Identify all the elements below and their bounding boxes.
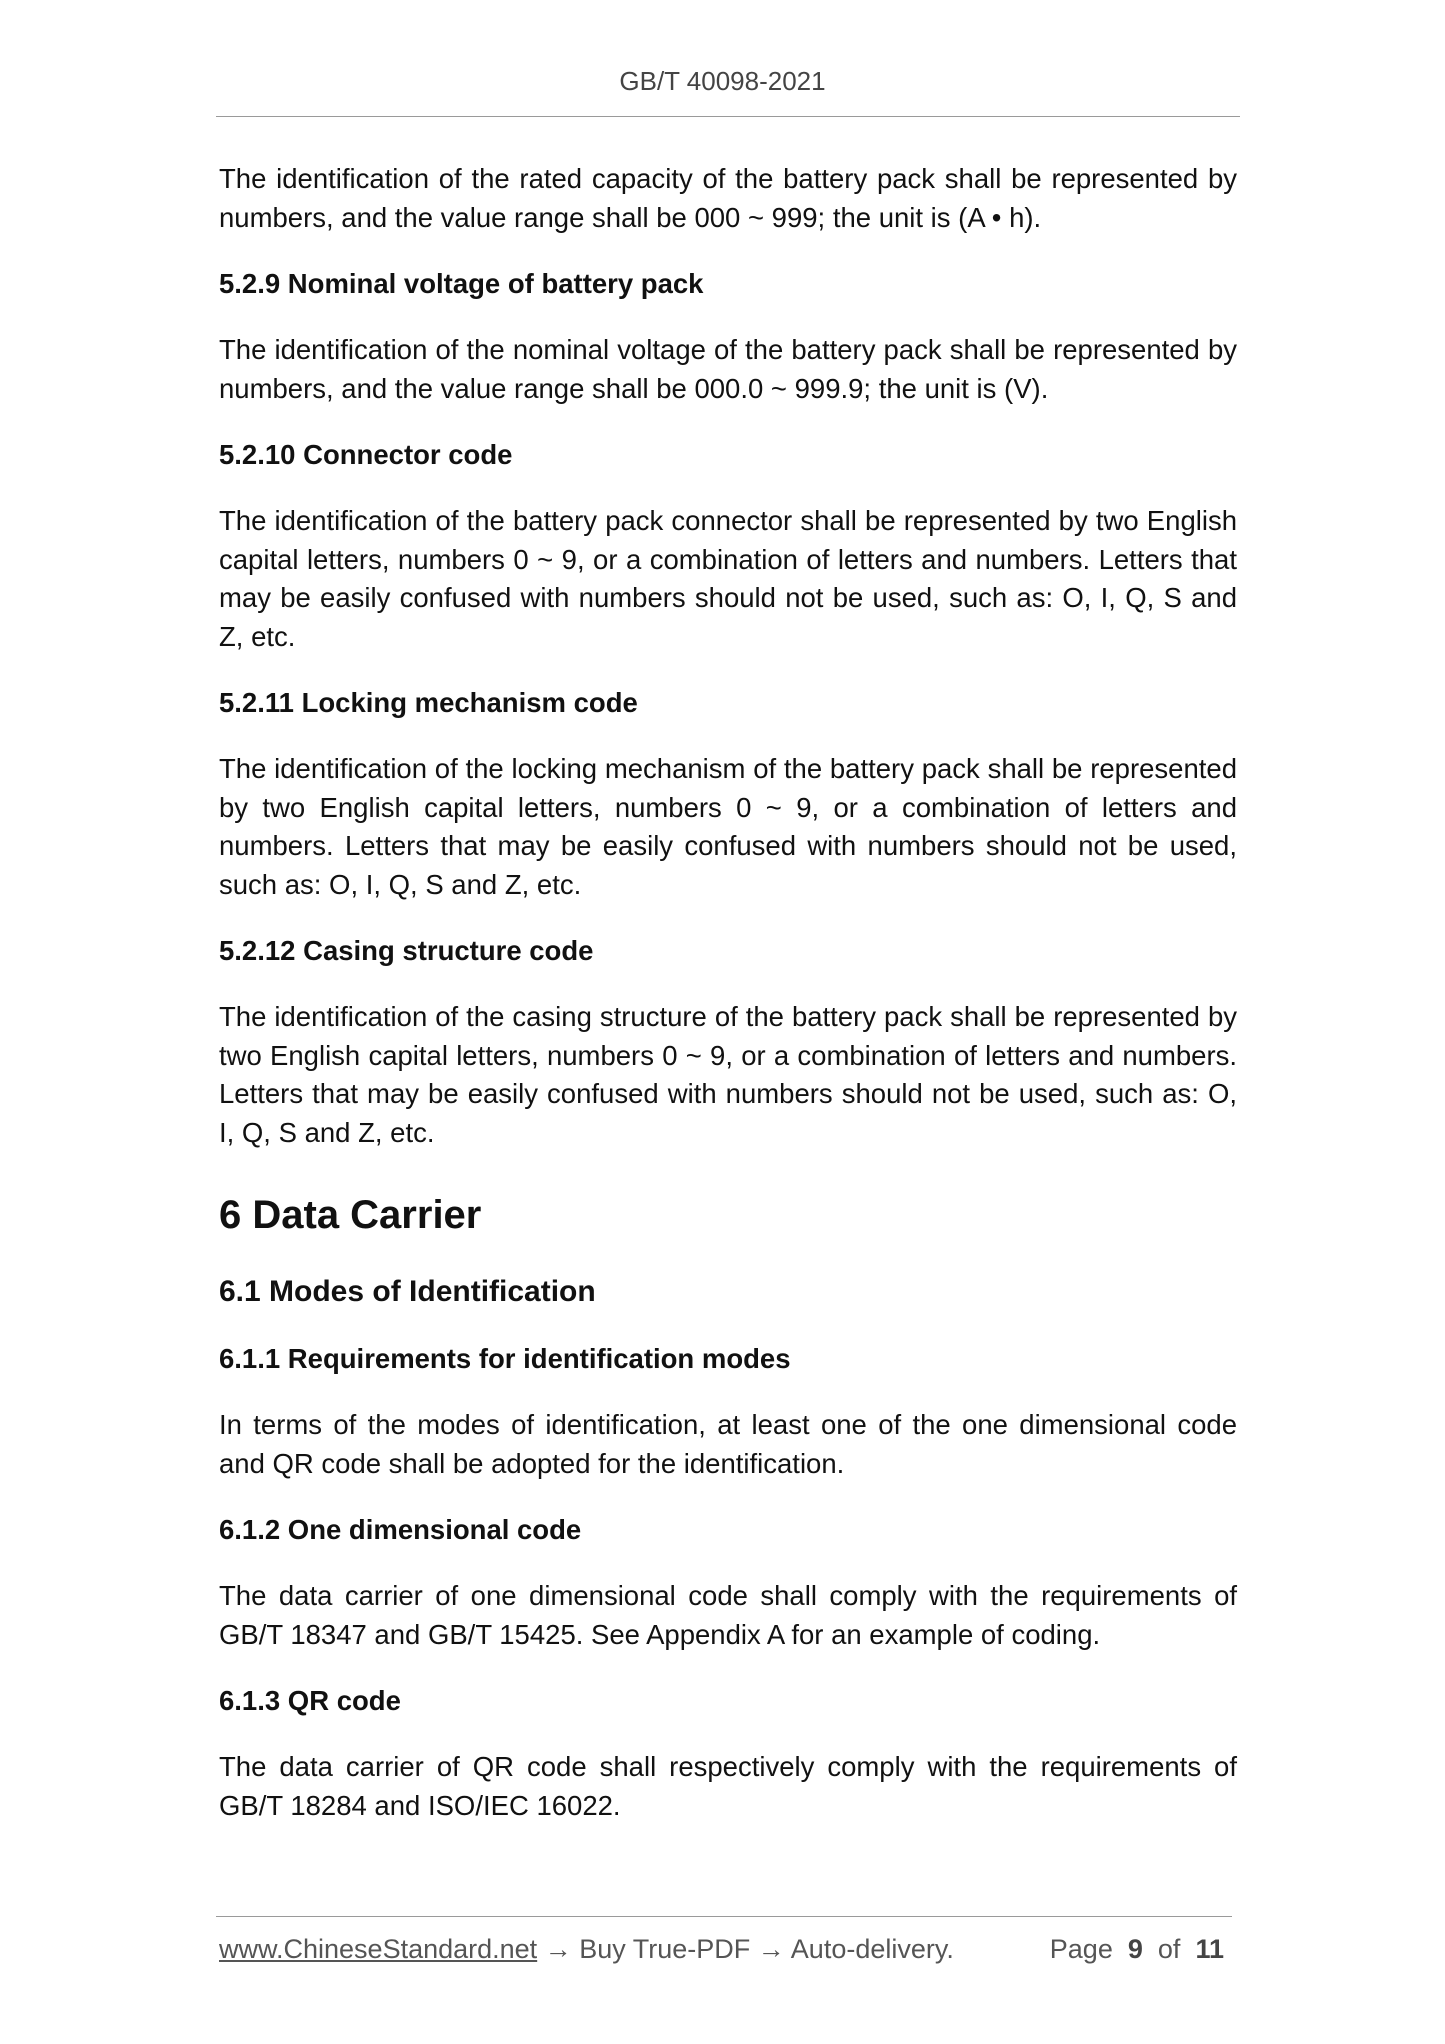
page-label: Page — [1049, 1934, 1113, 1964]
heading-6: 6 Data Carrier — [219, 1193, 482, 1237]
page-indicator — [1050, 1934, 1224, 1965]
paragraph-5-2-11: The identification of the locking mechanism of the battery pack shall be represented by two English capital letters, numbers 0 ~ 9, or a combination of letters and numbers. Letters that may be easily confused with numbers should not be used, such as: O, I, Q, S and Z, etc. — [219, 753, 1237, 900]
current-page-number: 9 — [1127, 1934, 1143, 1964]
paragraph-6-1-2: The data carrier of one dimensional code shall comply with the requirements of GB/T 18347 and GB/T 15425. See Appendix A for an example of coding. — [219, 1580, 1237, 1650]
paragraph-rated-capacity: The identification of the rated capacity of the battery pack shall be represented by numbers, and the value range shall be 000 ~ 999; the unit is (A • h). — [219, 163, 1237, 233]
buy-true-pdf-text: Buy True-PDF — [579, 1934, 751, 1964]
header-divider — [216, 116, 1240, 117]
footer-promo — [219, 1934, 954, 1965]
website-link[interactable]: www.ChineseStandard.net — [219, 1934, 538, 1964]
paragraph-5-2-9: The identification of the nominal voltage of the battery pack shall be represented by numbers, and the value range shall be 000.0 ~ 999.9; the unit is (V). — [219, 334, 1237, 404]
of-label: of — [1157, 1934, 1181, 1964]
total-page-count: 11 — [1195, 1934, 1224, 1964]
heading-6-1-1: 6.1.1 Requirements for identification modes — [219, 1343, 791, 1374]
paragraph-6-1-1: In terms of the modes of identification, at least one of the one dimensional code and QR code shall be adopted for the identification. — [219, 1409, 1237, 1479]
paragraph-6-1-3: The data carrier of QR code shall respectively comply with the requirements of GB/T 18284 and ISO/IEC 16022. — [219, 1751, 1237, 1821]
heading-6-1: 6.1 Modes of Identification — [219, 1275, 596, 1308]
arrow-right-icon: → — [757, 1934, 785, 1964]
arrow-right-icon: → — [544, 1934, 572, 1964]
heading-5-2-9: 5.2.9 Nominal voltage of battery pack — [219, 268, 704, 299]
heading-5-2-10: 5.2.10 Connector code — [219, 439, 513, 470]
paragraph-5-2-10: The identification of the battery pack connector shall be represented by two English capital letters, numbers 0 ~ 9, or a combination of letters and numbers. Letters that may be easily confused with numbers should not be used, such as: O, I, Q, S and Z, etc. — [219, 505, 1237, 652]
heading-6-1-3: 6.1.3 QR code — [219, 1685, 401, 1716]
paragraph-5-2-12: The identification of the casing structure of the battery pack shall be represented by two English capital letters, numbers 0 ~ 9, or a combination of letters and numbers. Letters that may be easily confused with numbers should not be used, such as: O, I, Q, S and Z, etc. — [219, 1001, 1237, 1148]
heading-6-1-2: 6.1.2 One dimensional code — [219, 1514, 582, 1545]
page-footer — [219, 1934, 1232, 1970]
footer-divider — [216, 1916, 1232, 1917]
heading-5-2-11: 5.2.11 Locking mechanism code — [219, 687, 638, 718]
document-body — [219, 160, 1237, 1853]
document-header-title: GB/T 40098-2021 — [619, 66, 826, 96]
auto-delivery-text: Auto-delivery. — [790, 1934, 954, 1964]
heading-5-2-12: 5.2.12 Casing structure code — [219, 935, 594, 966]
